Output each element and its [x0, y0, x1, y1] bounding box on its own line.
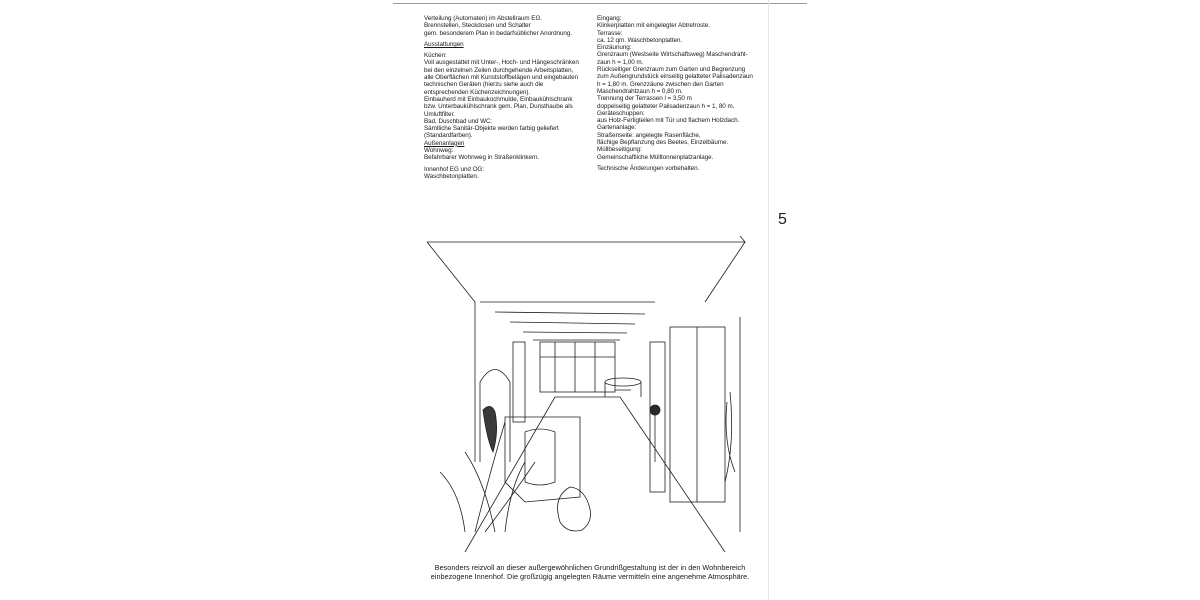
- text-line: Maschendrahtzaun h = 0,80 m.: [597, 87, 683, 95]
- text-line: bzw. Unterbaukühlschrank gem. Plan, Dunsthaube als: [424, 103, 573, 111]
- section-heading: Ausstattungen: [424, 40, 464, 48]
- text-line: Umluftfilter.: [424, 110, 455, 118]
- text-line: Straßenseite: angelegte Rasenfläche,: [597, 131, 701, 139]
- text-line: Klinkerplatten mit eingelegter Abtretroste.: [597, 22, 711, 30]
- text-line: Einzäunung:: [597, 44, 632, 52]
- text-line: Gemeinschaftliche Mülltonnenplatzanlage.: [597, 153, 714, 161]
- text-line: Verteilung (Automaten) im Abstellraum EG.: [424, 15, 542, 22]
- text-line: Trennung der Terrassen l = 3,50 m: [597, 95, 692, 103]
- text-line: Müllbeseitigung:: [597, 146, 642, 154]
- text-line: Bad, Duschbad und WC:: [424, 117, 493, 125]
- text-line: Waschbetonplatten.: [424, 172, 479, 180]
- text-line: Brennstellen, Steckdosen und Schalter: [424, 22, 531, 30]
- text-line: technischen Geräten (hierzu siehe auch die: [424, 81, 544, 89]
- text-line: ca. 12 qm. Waschbetonplatten.: [597, 36, 683, 44]
- text-line: Befahrbarer Wohnweg in Straßenklinkern.: [424, 154, 540, 162]
- caption-line-1: Besonders reizvoll an dieser außergewöhnlichen Grundrißgestaltung ist der in den Wohnbereich: [434, 563, 746, 572]
- text-line: Terrasse:: [597, 29, 623, 37]
- text-line: Innenhof EG und OG:: [424, 165, 484, 173]
- text-line: Gartenanlage:: [597, 124, 637, 132]
- text-line: Voll ausgestattet mit Unter-, Hoch- und Hängeschränken: [424, 59, 579, 67]
- text-line: gem. besonderem Plan in bedarfsüblicher Anordnung.: [424, 29, 573, 37]
- text-line: zum Außengrundstück einseitig gelatteter Palisadenzaun: [597, 73, 753, 81]
- text-line: flächige Bepflanzung des Beetes, Einzelbäume.: [597, 139, 729, 147]
- section-heading: Außenanlagen: [424, 139, 465, 147]
- text-line: (Standardfarben).: [424, 132, 473, 140]
- text-line: entsprechenden Küchenzeichnungen).: [424, 88, 531, 96]
- text-line: doppelseitig gelatteter Palisadenzaun h = 1, 80 m.: [597, 102, 735, 110]
- text-line: Küchen:: [424, 52, 447, 60]
- sketch-top-edge: [427, 236, 745, 242]
- text-line: Geräteschuppen:: [597, 109, 645, 117]
- top-rule: [393, 3, 807, 4]
- text-line: Sämtliche Sanitär-Objekte werden farbig geliefert: [424, 125, 559, 133]
- right-text-column: [597, 15, 765, 172]
- text-line: Eingang:: [597, 15, 622, 22]
- text-line: Technische Änderungen vorbehalten.: [597, 164, 700, 172]
- text-line: zaun h = 1,00 m.: [597, 58, 644, 66]
- image-caption: [420, 563, 760, 581]
- text-line: h = 1,80 m. Grenzzäune zwischen den Garten: [597, 80, 724, 88]
- text-line: alle Oberflächen mit Kunststoffbelägen und eingebauten: [424, 74, 579, 82]
- text-line: Einbauherd mit Einbaukochmulde, Einbaukühlschrank: [424, 95, 573, 103]
- page-number: 5: [778, 211, 787, 228]
- caption-line-2: einbezogene Innenhof. Die großzügig angelegten Räume vermitteln eine angenehme Atmosphäre.: [430, 572, 750, 581]
- text-line: aus Holz-Fertigteilen mit Tür und flachem Holzdach.: [597, 117, 740, 125]
- text-line: bei den einzelnen Zeilen durchgehende Arbeitsplatten,: [424, 66, 574, 74]
- text-line: Wohnweg:: [424, 147, 454, 155]
- interior-sketch-illustration: [405, 232, 773, 562]
- left-text-column: [424, 15, 592, 180]
- text-line: Grenzraum (Westseite Wirtschaftsweg) Maschendraht-: [597, 51, 748, 59]
- text-line: Rückseitiger Grenzraum zum Garten und Begrenzung: [597, 66, 746, 74]
